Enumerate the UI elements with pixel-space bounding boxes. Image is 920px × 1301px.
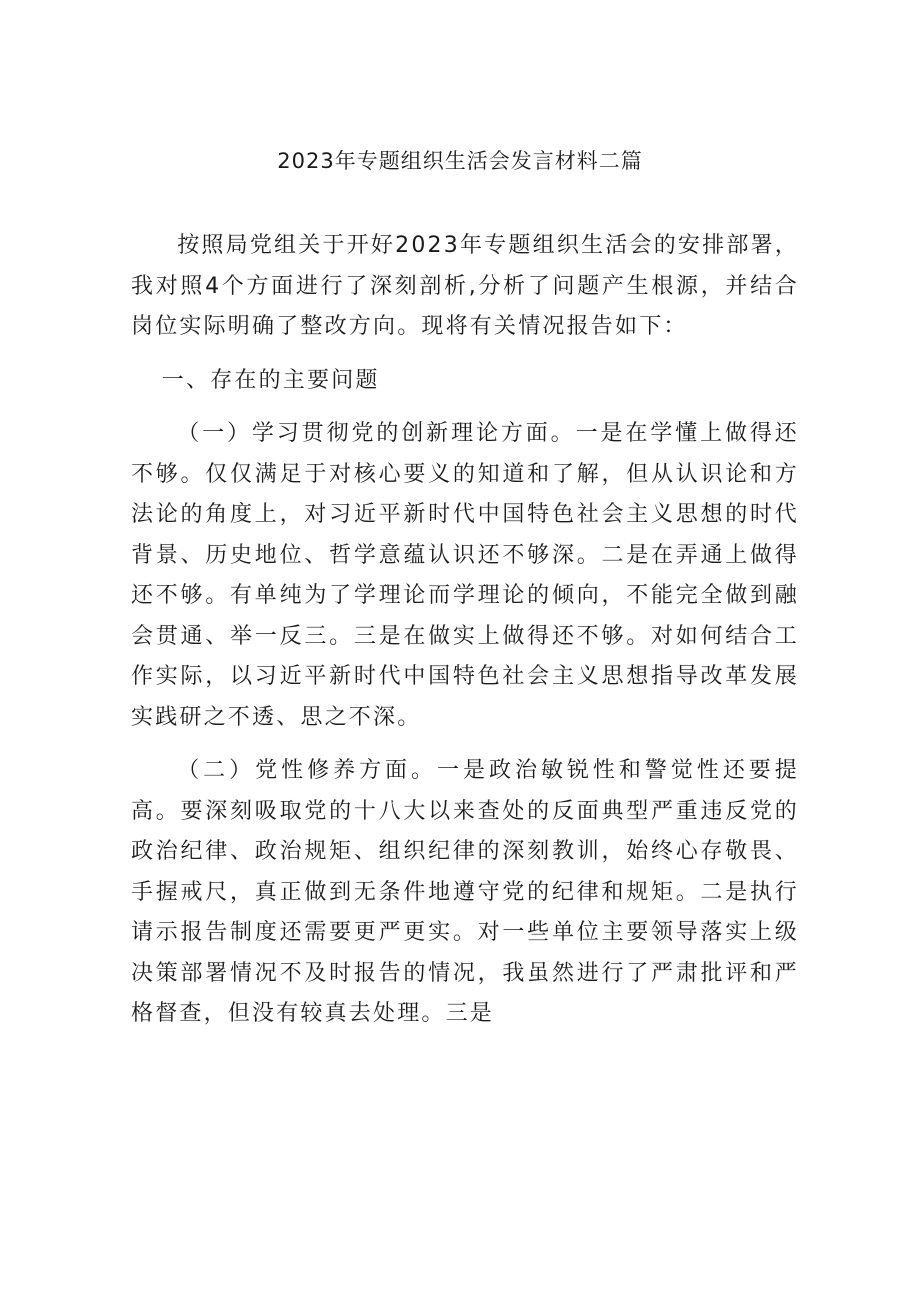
subsection-1-paragraph: （一）学习贯彻党的创新理论方面。一是在学懂上做得还不够。仅仅满足于对核心要义的知道和了解，但从认识论和方法论的角度上，对习近平新时代中国特色社会主义思想的时代背景、历史地位、哲学意蕴认识还不够深。二是在弄通上做得还不够。有单纯为了学理论而学理论的倾向，不能完全做到融会贯通、举一反三。三是在做实上做得还不够。对如何结合工作实际，以习近平新时代中国特色社会主义思想指导改革发展实践研之不透、思之不深。 — [131, 421, 799, 730]
paragraph-gap — [131, 738, 799, 751]
document-title: 2023年专题组织生活会发言材料二篇 — [277, 149, 643, 173]
subsection-2-paragraph: （二）党性修养方面。一是政治敏锐性和警觉性还要提高。要深刻吸取党的十八大以来查处的反面典型严重违反党的政治纪律、政治规矩、组织纪律的深刻教训，始终心存敬畏、手握戒尺，真正做到无条件地遵守党的纪律和规矩。二是执行请示报告制度还需要更严更实。对一些单位主要领导落实上级决策部署情况不及时报告的情况，我虽然进行了严肃批评和严格督查，但没有较真去处理。三是 — [131, 758, 799, 1026]
section-heading: 一、存在的主要问题 — [161, 367, 380, 393]
document-body — [131, 226, 799, 1035]
paragraph-gap — [131, 348, 799, 361]
intro-paragraph: 按照局党组关于开好2023年专题组织生活会的安排部署，我对照4个方面进行了深刻剖析,分析了问题产生根源，并结合岗位实际明确了整改方向。现将有关情况报告如下： — [131, 233, 799, 339]
paragraph-gap — [131, 401, 799, 414]
